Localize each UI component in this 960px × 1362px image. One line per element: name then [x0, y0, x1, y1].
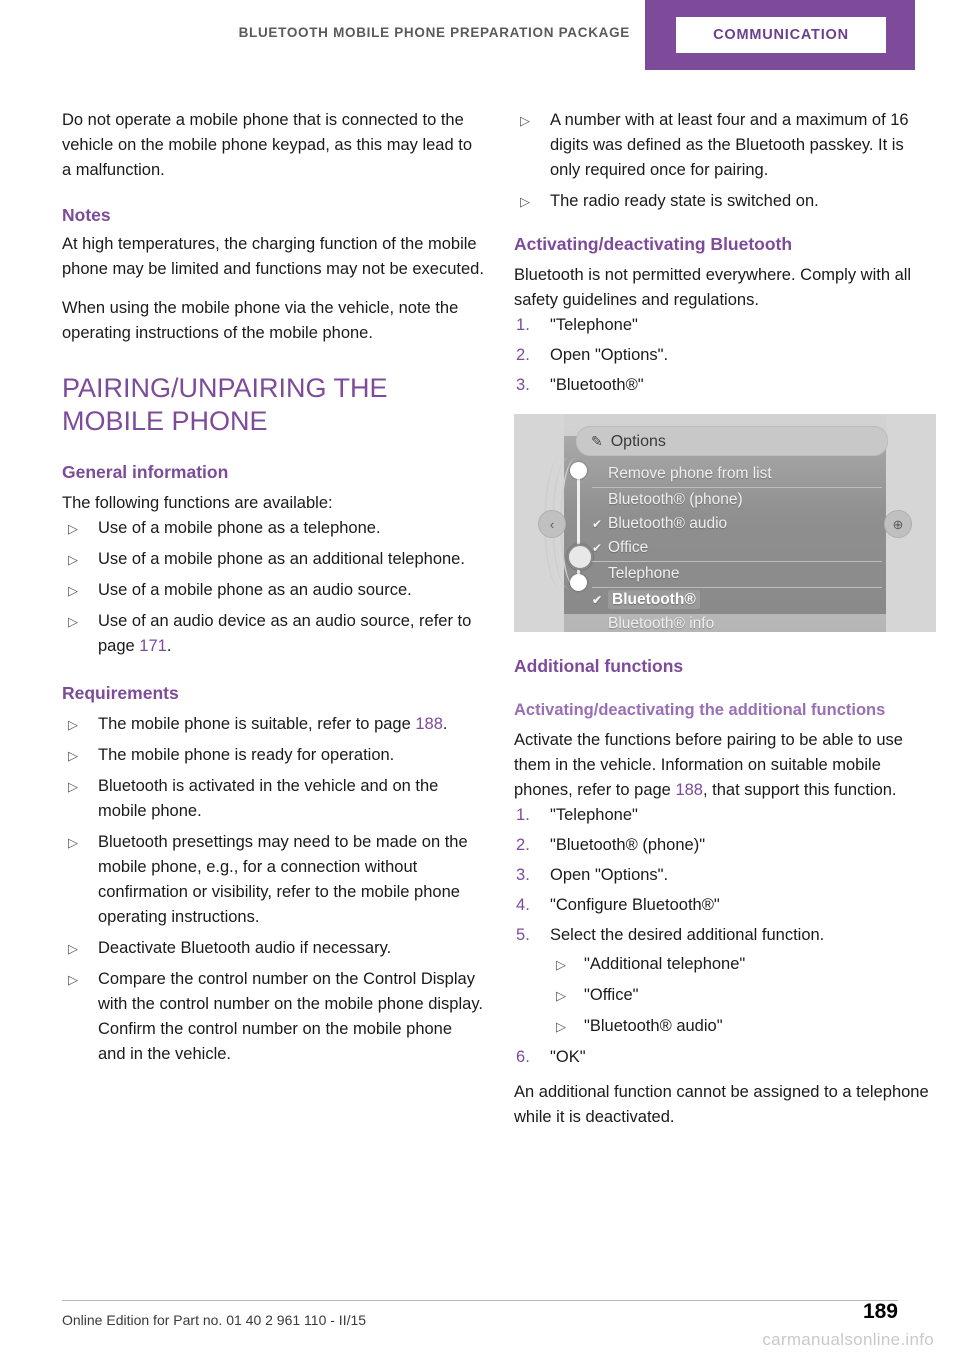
header-chapter-badge — [676, 17, 886, 53]
activating-bluetooth-paragraph: Bluetooth is not permitted everywhere. Comply with all safety guidelines and regulations. — [514, 266, 912, 309]
additional-para-pre: Activate the functions before pairing to be able to use them in the vehicle. Information on suitable mobile phones, refer to page — [514, 731, 903, 799]
triangle-bullet-icon: ▷ — [520, 113, 530, 128]
triangle-bullet-icon: ▷ — [68, 972, 78, 987]
requirements-heading: Requirements — [62, 683, 179, 703]
step-text: "Telephone" — [550, 806, 638, 824]
step-item — [514, 313, 936, 338]
idrive-menu-item[interactable] — [592, 536, 882, 562]
list-item — [514, 189, 936, 214]
triangle-bullet-icon: ▷ — [556, 957, 566, 972]
idrive-track-dot-bottom — [570, 574, 587, 591]
additional-functions-substeps — [550, 952, 936, 1039]
idrive-menu-item-label: Remove phone from list — [608, 465, 772, 482]
notes-paragraph-2: When using the mobile phone via the vehicle, note the operating instructions of the mobile phone. — [62, 299, 459, 342]
additional-functions-paragraph — [514, 728, 936, 803]
step-item — [514, 923, 936, 1039]
step-text: Open "Options". — [550, 866, 669, 884]
idrive-menu-item-label: Bluetooth® (phone) — [608, 491, 743, 508]
list-item — [62, 578, 484, 603]
idrive-menu-list — [592, 462, 882, 632]
closing-paragraph: An additional function cannot be assigned to a telephone while it is deactivated. — [514, 1083, 929, 1126]
list-item-text: Deactivate Bluetooth audio if necessary. — [98, 939, 392, 957]
list-item-text: Bluetooth is activated in the vehicle and on the mobile phone. — [98, 777, 439, 820]
additional-para-post: , that support this function. — [702, 781, 897, 799]
list-item-text: A number with at least four and a maximum of 16 digits was defined as the Bluetooth passkey. It is only required once for pairing. — [550, 111, 909, 179]
page-number: 189 — [862, 1300, 898, 1323]
list-item — [62, 516, 484, 541]
triangle-bullet-icon: ▷ — [68, 583, 78, 598]
step-item — [514, 1045, 936, 1070]
step-item — [514, 893, 936, 918]
list-item-text: "Additional telephone" — [584, 955, 746, 973]
chevron-left-icon: ‹ — [549, 516, 555, 532]
step-text: "OK" — [550, 1048, 586, 1066]
list-item — [550, 1014, 936, 1039]
footer-divider — [62, 1300, 898, 1301]
pairing-section-heading: PAIRING/UNPAIRING THE MOBILE PHONE — [62, 373, 388, 436]
target-icon: ⊕ — [892, 516, 904, 532]
right-column — [514, 108, 936, 1130]
step-item — [514, 373, 936, 398]
step-item — [514, 343, 936, 368]
idrive-menu-item[interactable] — [592, 488, 882, 512]
requirements-list-continued — [514, 108, 936, 214]
step-text: Open "Options". — [550, 346, 669, 364]
idrive-selection-knob[interactable] — [567, 544, 593, 570]
requirements-list — [62, 712, 484, 1067]
step-item — [514, 833, 936, 858]
general-functions-list — [62, 516, 484, 659]
step-text: "Configure Bluetooth®" — [550, 896, 720, 914]
step-text: "Bluetooth® (phone)" — [550, 836, 706, 854]
list-item-text: The mobile phone is ready for operation. — [98, 746, 395, 764]
pen-icon: ✎ — [591, 432, 603, 449]
list-item-audio-device — [62, 609, 484, 659]
idrive-menu-item-label: Telephone — [608, 565, 680, 582]
triangle-bullet-icon: ▷ — [68, 614, 78, 629]
additional-functions-heading: Additional functions — [514, 656, 684, 676]
list-item-text: The mobile phone is suitable, refer to page — [98, 715, 416, 733]
triangle-bullet-icon: ▷ — [68, 941, 78, 956]
list-item-text: Compare the control number on the Control Display with the control number on the mobile phone display. Confirm the control number on the mobile phone and in the vehicle. — [98, 970, 483, 1063]
list-item-text: "Office" — [584, 986, 639, 1004]
idrive-track-dot-top — [570, 462, 587, 479]
list-item-text-end: . — [442, 715, 448, 733]
idrive-menu-item-label: Bluetooth® audio — [608, 515, 728, 532]
watermark: carmanualsonline.info — [762, 1330, 934, 1349]
list-item-phone-suitable — [62, 712, 484, 737]
warning-paragraph: Do not operate a mobile phone that is connected to the vehicle on the mobile phone keypad, as this may lead to a malfunction. — [62, 111, 473, 179]
page-reference-link[interactable]: 188 — [415, 715, 443, 733]
additional-functions-steps — [514, 803, 936, 1070]
idrive-menu-item-selected[interactable] — [592, 588, 882, 612]
idrive-menu-item-label: Bluetooth® — [608, 590, 700, 609]
idrive-options-bar[interactable] — [576, 426, 888, 456]
checkmark-icon: ✔ — [592, 517, 603, 531]
activating-bluetooth-steps — [514, 313, 936, 398]
list-item — [62, 936, 484, 961]
list-item-text: Use of a mobile phone as a telephone. — [98, 519, 381, 537]
triangle-bullet-icon: ▷ — [520, 194, 530, 209]
list-item-text-end: . — [166, 637, 172, 655]
left-column — [62, 108, 484, 1073]
general-information-intro: The following functions are available: — [62, 494, 333, 512]
list-item — [514, 108, 936, 183]
header-chapter-label: COMMUNICATION — [713, 27, 849, 43]
list-item — [62, 774, 484, 824]
idrive-options-label: Options — [610, 432, 666, 450]
list-item — [62, 743, 484, 768]
step-item — [514, 803, 936, 828]
list-item — [550, 983, 936, 1008]
list-item — [62, 967, 484, 1067]
checkmark-icon: ✔ — [592, 541, 603, 555]
idrive-menu-item-label: Office — [608, 539, 649, 556]
triangle-bullet-icon: ▷ — [68, 835, 78, 850]
triangle-bullet-icon: ▷ — [68, 521, 78, 536]
page-header — [0, 0, 960, 70]
triangle-bullet-icon: ▷ — [556, 1019, 566, 1034]
step-text: Select the desired additional function. — [550, 926, 825, 944]
idrive-menu-item-label: Bluetooth® info — [608, 615, 715, 632]
list-item-text: Use of a mobile phone as an additional telephone. — [98, 550, 465, 568]
triangle-bullet-icon: ▷ — [556, 988, 566, 1003]
list-item-text: Use of an audio device as an audio source, refer to page — [98, 612, 472, 655]
list-item-text: "Bluetooth® audio" — [584, 1017, 723, 1035]
list-item-text: Bluetooth presettings may need to be made on the mobile phone, e.g., for a connection without confirmation or visibility, refer to the mobile phone operating instructions. — [98, 833, 468, 926]
list-item — [62, 547, 484, 572]
footer-online-edition: Online Edition for Part no. 01 40 2 961 110 - II/15 — [62, 1312, 367, 1328]
list-item-text: The radio ready state is switched on. — [550, 192, 819, 210]
idrive-menu-button[interactable] — [884, 510, 912, 538]
activating-bluetooth-heading: Activating/deactivating Bluetooth — [514, 234, 793, 254]
idrive-menu-illustration — [514, 414, 936, 632]
notes-heading: Notes — [62, 205, 111, 225]
idrive-menu-item[interactable] — [592, 612, 882, 632]
idrive-menu-item[interactable] — [592, 462, 882, 488]
header-document-title: BLUETOOTH MOBILE PHONE PREPARATION PACKAGE — [238, 25, 630, 40]
step-item — [514, 863, 936, 888]
triangle-bullet-icon: ▷ — [68, 717, 78, 732]
triangle-bullet-icon: ▷ — [68, 779, 78, 794]
page-reference-link[interactable]: 171 — [139, 637, 167, 655]
list-item — [62, 830, 484, 930]
checkmark-icon: ✔ — [592, 593, 603, 607]
step-text: "Telephone" — [550, 316, 638, 334]
step-text: "Bluetooth®" — [550, 376, 644, 394]
triangle-bullet-icon: ▷ — [68, 748, 78, 763]
additional-functions-subheading: Activating/deactivating the additional functions — [514, 701, 886, 719]
list-item — [550, 952, 936, 977]
idrive-menu-item[interactable] — [592, 562, 882, 588]
page-reference-link[interactable]: 188 — [675, 781, 703, 799]
idrive-back-button[interactable] — [538, 510, 566, 538]
general-information-heading: General information — [62, 462, 229, 482]
idrive-menu-item[interactable] — [592, 512, 882, 536]
notes-paragraph-1: At high temperatures, the charging function of the mobile phone may be limited and functions may not be executed. — [62, 235, 484, 278]
list-item-text: Use of a mobile phone as an audio source. — [98, 581, 412, 599]
triangle-bullet-icon: ▷ — [68, 552, 78, 567]
